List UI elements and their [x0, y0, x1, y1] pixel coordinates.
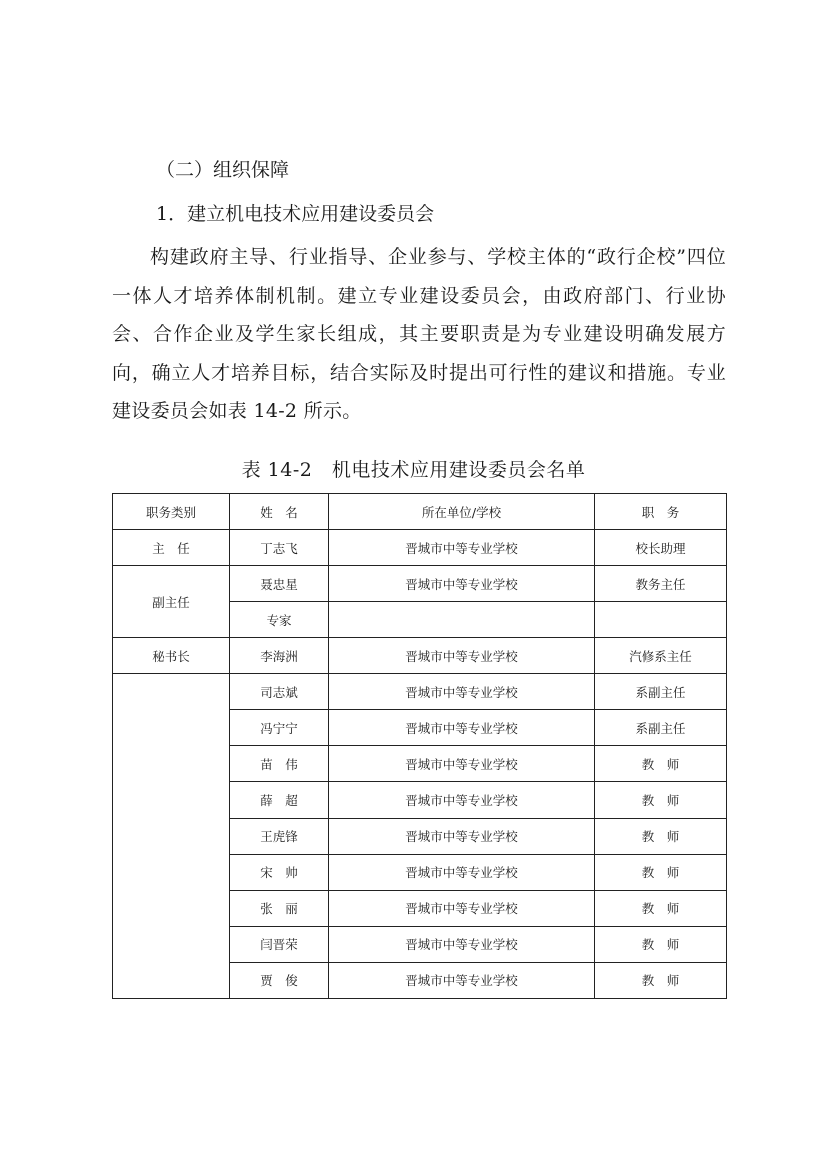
header-name: 姓 名: [230, 494, 329, 530]
cell-unit: 晋城市中等专业学校: [329, 710, 595, 746]
cell-title: 教 师: [595, 746, 727, 782]
cell-name: 司志斌: [230, 674, 329, 710]
section-subheading: 1．建立机电技术应用建设委员会: [156, 203, 435, 225]
cell-name: 丁志飞: [230, 530, 329, 566]
table-header-row: [113, 494, 727, 530]
cell-unit: 晋城市中等专业学校: [329, 782, 595, 818]
cell-name: 薛 超: [230, 782, 329, 818]
cell-category: [113, 674, 230, 999]
cell-category: 秘书长: [113, 638, 230, 674]
cell-name: 专家: [230, 602, 329, 638]
table-row: [113, 566, 727, 602]
cell-unit: 晋城市中等专业学校: [329, 890, 595, 926]
cell-name: 聂忠星: [230, 566, 329, 602]
cell-title: [595, 602, 727, 638]
cell-unit: 晋城市中等专业学校: [329, 854, 595, 890]
cell-unit: 晋城市中等专业学校: [329, 962, 595, 998]
cell-title: 教 师: [595, 854, 727, 890]
cell-unit: 晋城市中等专业学校: [329, 818, 595, 854]
table-body: [113, 530, 727, 999]
cell-name: 冯宁宁: [230, 710, 329, 746]
cell-unit: 晋城市中等专业学校: [329, 926, 595, 962]
cell-name: 闫晋荣: [230, 926, 329, 962]
table-caption: 表 14-2 机电技术应用建设委员会名单: [241, 459, 586, 481]
cell-title: 系副主任: [595, 674, 727, 710]
cell-unit: 晋城市中等专业学校: [329, 638, 595, 674]
section-heading: （二）组织保障: [156, 159, 290, 181]
cell-name: 李海洲: [230, 638, 329, 674]
table-row: [113, 674, 727, 710]
cell-name: 张 丽: [230, 890, 329, 926]
cell-unit: 晋城市中等专业学校: [329, 530, 595, 566]
cell-unit: [329, 602, 595, 638]
cell-name: 宋 帅: [230, 854, 329, 890]
cell-unit: 晋城市中等专业学校: [329, 566, 595, 602]
cell-unit: 晋城市中等专业学校: [329, 674, 595, 710]
cell-title: 校长助理: [595, 530, 727, 566]
cell-title: 汽修系主任: [595, 638, 727, 674]
cell-name: 苗 伟: [230, 746, 329, 782]
table-row: [113, 530, 727, 566]
header-title: 职 务: [595, 494, 727, 530]
cell-unit: 晋城市中等专业学校: [329, 746, 595, 782]
cell-title: 教 师: [595, 962, 727, 998]
table-row: [113, 638, 727, 674]
cell-title: 教 师: [595, 926, 727, 962]
cell-title: 教务主任: [595, 566, 727, 602]
body-paragraph: 构建政府主导、行业指导、企业参与、学校主体的“政行企校”四位一体人才培养体制机制。建立专业建设委员会，由政府部门、行业协会、合作企业及学生家长组成，其主要职责是为专业建设明确发展方向，确立人才培养目标，结合实际及时提出可行性的建议和措施。专业建设委员会如表 14-2 所示。: [112, 246, 726, 422]
cell-category: 副主任: [113, 566, 230, 638]
header-unit: 所在单位/学校: [329, 494, 595, 530]
committee-table: [112, 493, 727, 999]
cell-category: 主 任: [113, 530, 230, 566]
cell-name: 贾 俊: [230, 962, 329, 998]
cell-title: 教 师: [595, 818, 727, 854]
cell-title: 教 师: [595, 782, 727, 818]
cell-title: 教 师: [595, 890, 727, 926]
cell-name: 王虎锋: [230, 818, 329, 854]
header-category: 职务类别: [113, 494, 230, 530]
cell-title: 系副主任: [595, 710, 727, 746]
